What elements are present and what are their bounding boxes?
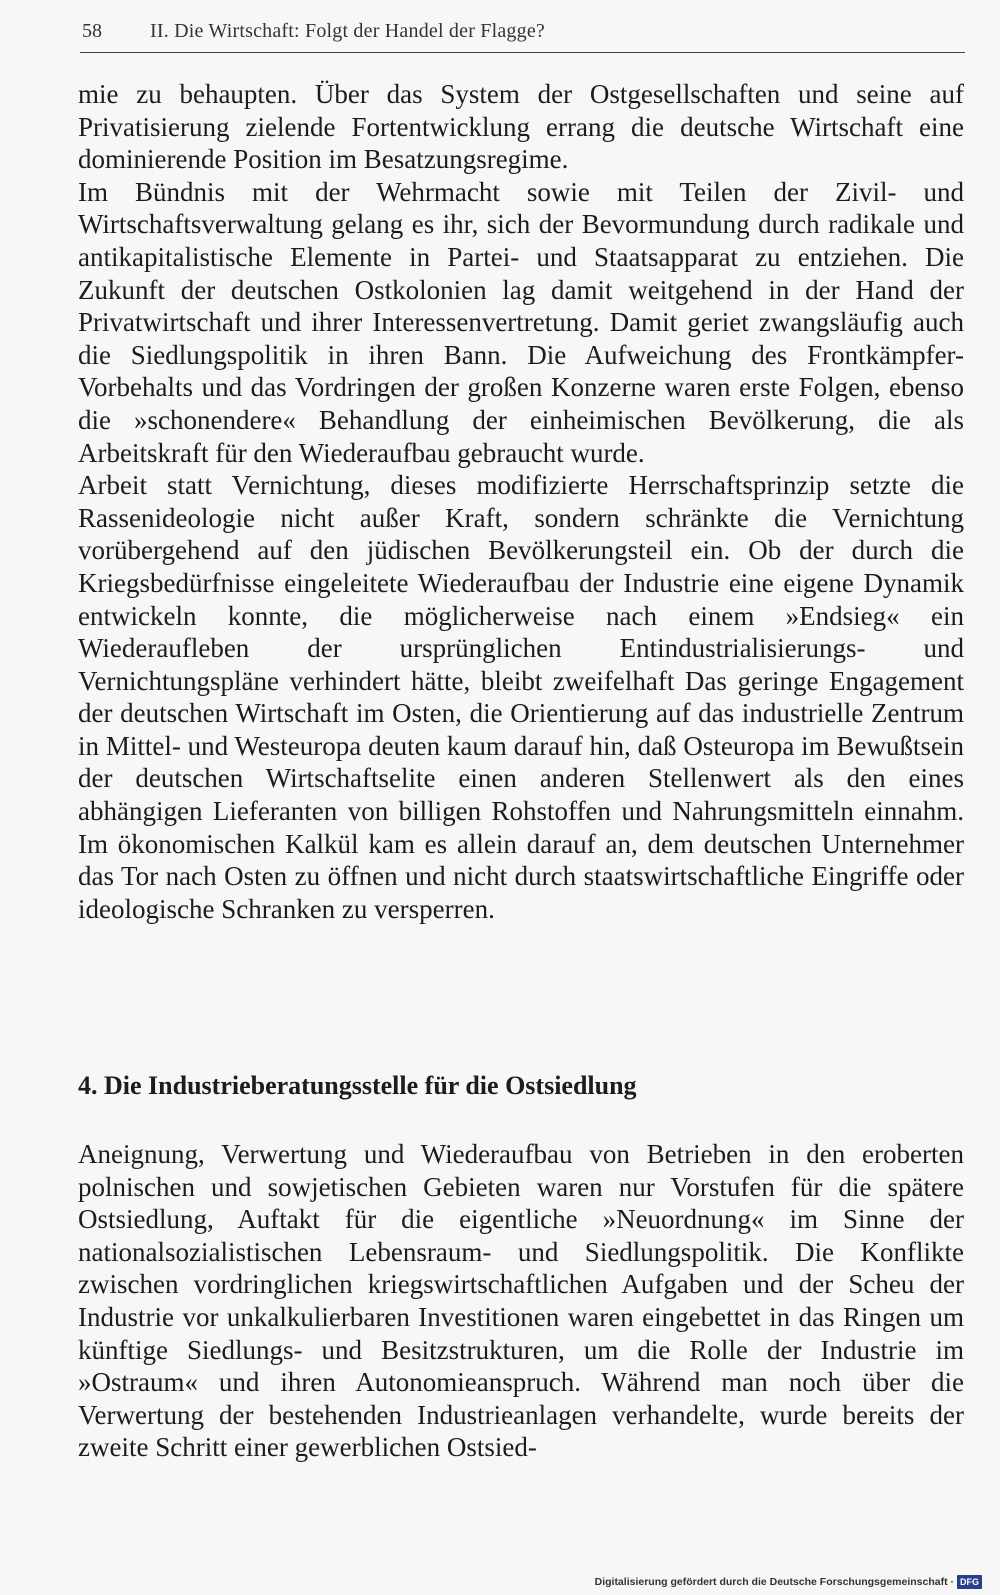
dfg-logo-icon: DFG [957, 1575, 982, 1589]
running-title: II. Die Wirtschaft: Folgt der Handel der Flagge? [150, 20, 545, 42]
credit-text: Digitalisierung gefördert durch die Deutsche Forschungsgemeinschaft · [594, 1576, 954, 1588]
running-head [80, 18, 965, 53]
section-text-block [78, 1138, 964, 1464]
digitization-credit [595, 1574, 982, 1590]
paragraph: Im Bündnis mit der Wehrmacht sowie mit Teilen der Zivil- und Wirtschaftsverwaltung gelang es ihr, sich der Bevormundung durch radikale und antikapitalistische Elemente in Partei- und Staatsapparat zu entziehen. Die Zukunft der deutschen Ostkolonien lag damit weitgehend in der Hand der Privatwirtschaft und ihrer Interessenvertretung. Damit geriet zwangsläufig auch die Siedlungspolitik in ihren Bann. Die Aufweichung des Frontkämpfer-Vorbehalts und das Vordringen der großen Konzerne waren erste Folgen, ebenso die »schonendere« Behandlung der einheimischen Bevölkerung, die als Arbeitskraft für den Wiederaufbau gebraucht wurde. [78, 176, 964, 468]
section-heading: 4. Die Industrieberatungsstelle für die Ostsiedlung [78, 1071, 637, 1100]
body-text-block [78, 78, 964, 925]
paragraph: Aneignung, Verwertung und Wiederaufbau von Betrieben in den eroberten polnischen und sowjetischen Gebieten waren nur Vorstufen für die spätere Ostsiedlung, Auftakt für die eigentliche »Neuordnung« im Sinne der nationalsozialistischen Lebensraum- und Siedlungspolitik. Die Konflikte zwischen vordringlichen kriegswirtschaftlichen Aufgaben und der Scheu der Industrie vor unkalkulierbaren Investitionen waren eingebettet in das Ringen um künftige Siedlungs- und Besitzstrukturen, um die Rolle der Industrie im »Ostraum« und ihren Autonomieanspruch. Während man noch über die Verwertung der bestehenden Industrieanlagen verhandelte, wurde bereits der zweite Schritt einer gewerblichen Ostsied- [78, 1139, 964, 1463]
paragraph: Arbeit statt Vernichtung, dieses modifizierte Herrschaftsprinzip setzte die Rassenideologie nicht außer Kraft, sondern schränkte die Vernichtung vorübergehend auf den jüdischen Bevölkerungsteil ein. Ob der durch die Kriegsbedürfnisse eingeleitete Wiederaufbau der Industrie eine eigene Dynamik entwickeln konnte, die möglicherweise nach einem »Endsieg« ein Wiederaufleben der ursprünglichen Entindustrialisierungs- und Vernichtungspläne verhindert hätte, bleibt zweifelhaft Das geringe Engagement der deutschen Wirtschaft im Osten, die Orientierung auf das industrielle Zentrum in Mittel- und Westeuropa deuten kaum darauf hin, daß Osteuropa im Bewußtsein der deutschen Wirtschaftselite einen anderen Stellenwert als den eines abhängigen Lieferanten von billigen Rohstoffen und Nahrungsmitteln einnahm. Im ökonomischen Kalkül kam es allein darauf an, dem deutschen Unternehmer das Tor nach Osten zu öffnen und nicht durch staatswirtschaftliche Eingriffe oder ideologische Schranken zu versperren. [78, 470, 964, 924]
page-number: 58 [82, 20, 102, 42]
paragraph: mie zu behaupten. Über das System der Ostgesellschaften und seine auf Privatisierung zielende Fortentwicklung errang die deutsche Wirtschaft eine dominierende Position im Besatzungsregime. [78, 79, 964, 175]
